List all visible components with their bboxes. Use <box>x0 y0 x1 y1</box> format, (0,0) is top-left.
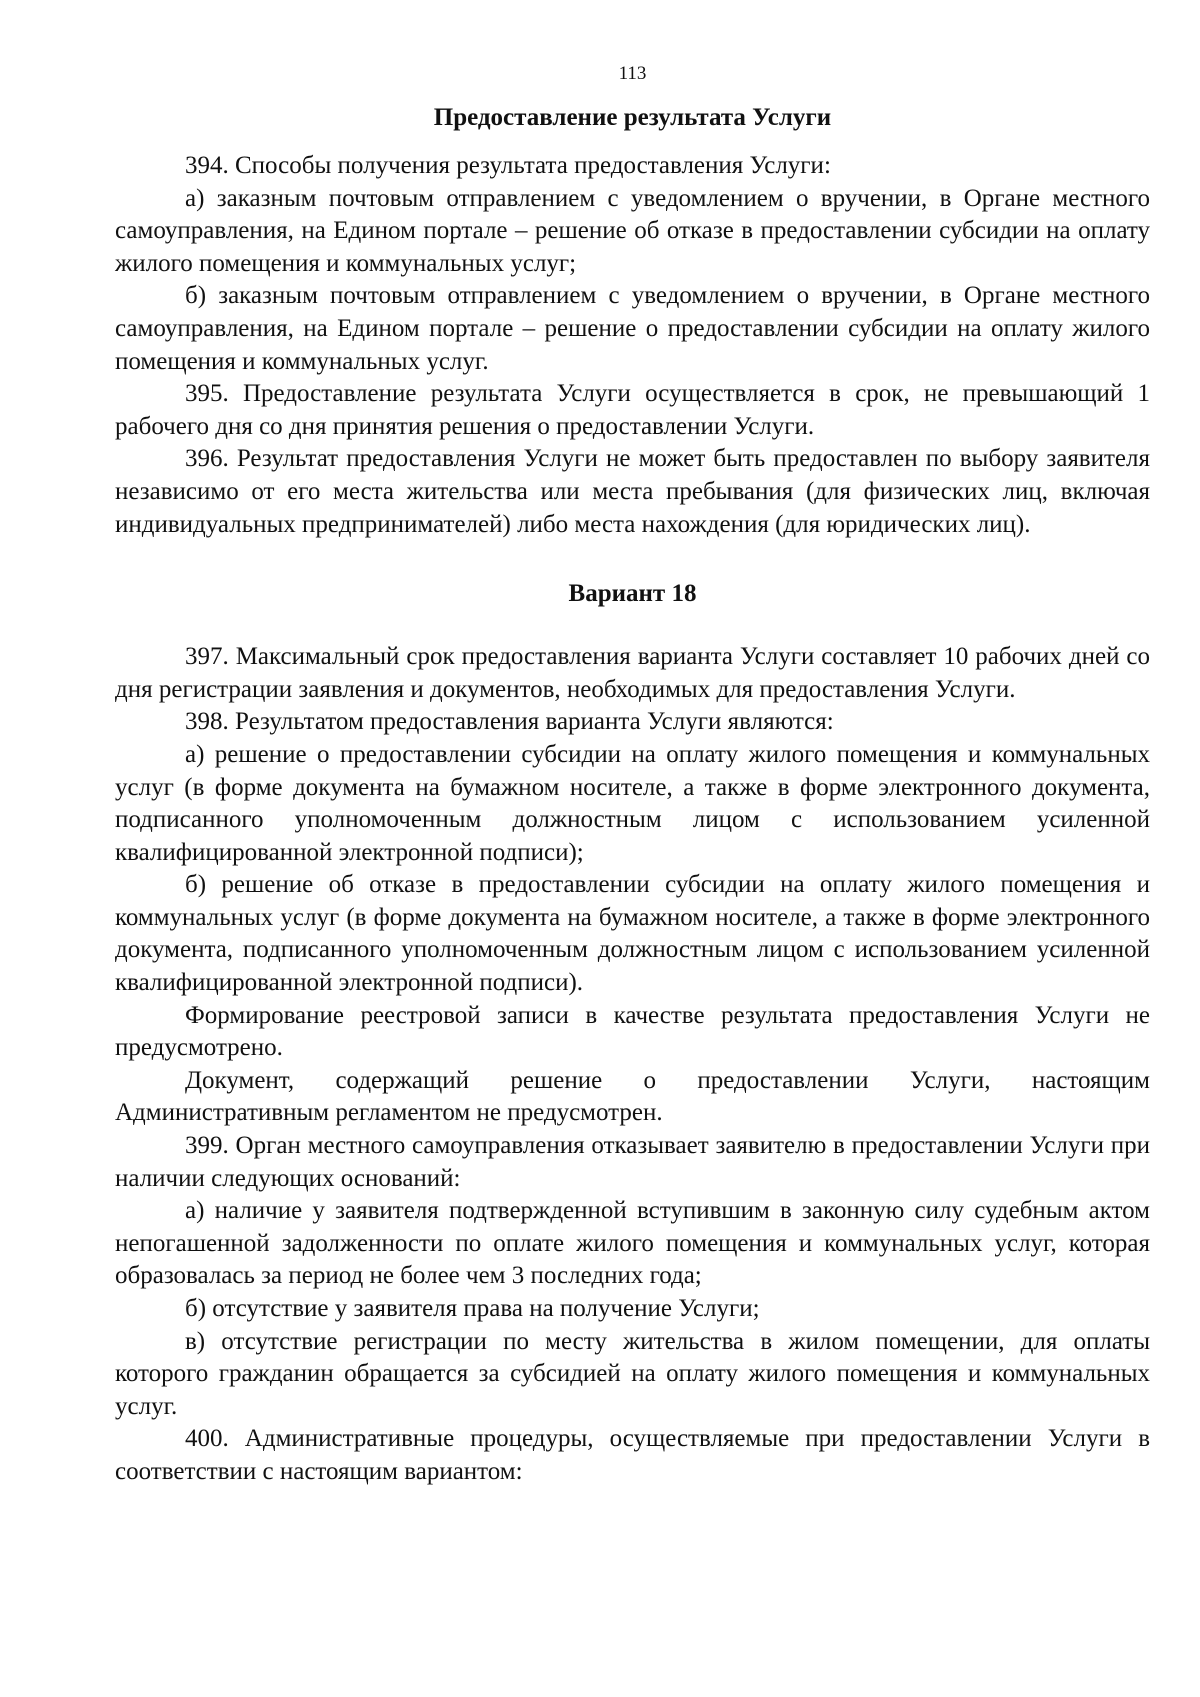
paragraph-396: 396. Результат предоставления Услуги не может быть предоставлен по выбору заявителя независимо от его места жительства или места пребывания (для физических лиц, включая индивидуальных предпринимателей) либо места нахождения (для юридических лиц). <box>115 445 1150 538</box>
paragraph-399-b: б) отсутствие у заявителя права на получение Услуги; <box>185 1295 760 1322</box>
paragraph-document-note: Документ, содержащий решение о предоставлении Услуги, настоящим Административным регламентом не предусмотрен. <box>115 1066 1150 1127</box>
document-page <box>115 62 1150 1489</box>
paragraph-394: 394. Способы получения результата предоставления Услуги: <box>185 152 831 179</box>
section-heading-result: Предоставление результата Услуги <box>433 104 832 131</box>
paragraph-395: 395. Предоставление результата Услуги осуществляется в срок, не превышающий 1 рабочего дня со дня принятия решения о предоставлении Услуги. <box>115 380 1150 440</box>
paragraph-394-a: а) заказным почтовым отправлением с уведомлением о вручении, в Органе местного самоуправления, на Едином портале – решение об отказе в предоставлении субсидии на оплату жилого помещения и коммунальных услуг; <box>115 184 1150 277</box>
paragraph-398: 398. Результатом предоставления варианта Услуги являются: <box>185 708 834 736</box>
page-number: 113 <box>618 63 647 84</box>
paragraph-399: 399. Орган местного самоуправления отказывает заявителю в предоставлении Услуги при наличии следующих оснований: <box>115 1132 1150 1192</box>
paragraph-registry-note: Формирование реестровой записи в качестве результата предоставления Услуги не предусмотрено. <box>115 1001 1150 1062</box>
paragraph-400: 400. Административные процедуры, осуществляемые при предоставлении Услуги в соответствии с настоящим вариантом: <box>115 1425 1150 1485</box>
paragraph-394-b: б) заказным почтовым отправлением с уведомлением о вручении, в Органе местного самоуправления, на Едином портале – решение о предоставлении субсидии на оплату жилого помещения и коммунальных услуг. <box>115 282 1150 375</box>
paragraph-397: 397. Максимальный срок предоставления варианта Услуги составляет 10 рабочих дней со дня регистрации заявления и документов, необходимых для предоставления Услуги. <box>115 643 1150 703</box>
paragraph-398-a: а) решение о предоставлении субсидии на оплату жилого помещения и коммунальных услуг (в форме документа на бумажном носителе, а также в форме электронного документа, подписанного уполномоченным должностным лицом с использованием усиленной квалифицированной электронной подписи); <box>115 740 1150 866</box>
section-heading-variant: Вариант 18 <box>568 580 697 608</box>
paragraph-398-b: б) решение об отказе в предоставлении субсидии на оплату жилого помещения и коммунальных услуг (в форме документа на бумажном носителе, а также в форме электронного документа, подписанного уполномоченным должностным лицом с использованием усиленной квалифицированной электронной подписи). <box>115 871 1150 997</box>
paragraph-399-v: в) отсутствие регистрации по месту жительства в жилом помещении, для оплаты которого гражданин обращается за субсидией на оплату жилого помещения и коммунальных услуг. <box>115 1327 1150 1420</box>
paragraph-399-a: а) наличие у заявителя подтвержденной вступившим в законную силу судебным актом непогашенной задолженности по оплате жилого помещения и коммунальных услуг, которая образовалась за период не более чем 3 последних года; <box>115 1197 1150 1290</box>
